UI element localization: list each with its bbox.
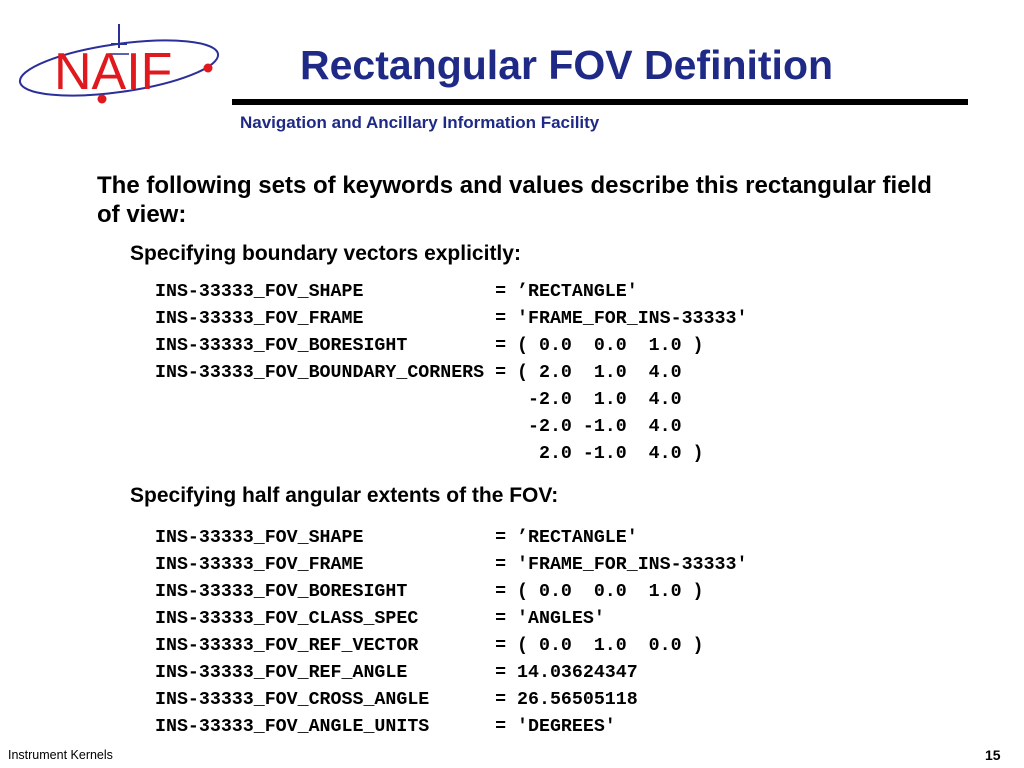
naif-logo bbox=[14, 18, 224, 113]
logo-text: NAIF bbox=[54, 43, 173, 101]
section-heading-angular-extents: Specifying half angular extents of the FOV: bbox=[130, 484, 559, 507]
section-heading-boundary-vectors: Specifying boundary vectors explicitly: bbox=[130, 242, 521, 265]
code-line: INS-33333_FOV_BORESIGHT = ( 0.0 0.0 1.0 ) bbox=[155, 582, 704, 602]
code-line: INS-33333_FOV_REF_ANGLE = 14.03624347 bbox=[155, 663, 638, 683]
code-line: -2.0 -1.0 4.0 bbox=[155, 417, 682, 437]
intro-text: The following sets of keywords and values describe this rectangular field of view: bbox=[97, 172, 932, 228]
title-divider bbox=[232, 99, 968, 105]
code-block-boundary-vectors bbox=[155, 279, 747, 468]
code-line: INS-33333_FOV_CROSS_ANGLE = 26.56505118 bbox=[155, 690, 638, 710]
code-line: INS-33333_FOV_SHAPE = ’RECTANGLE' bbox=[155, 282, 638, 302]
page-title: Rectangular FOV Definition bbox=[300, 42, 834, 88]
code-line: INS-33333_FOV_REF_VECTOR = ( 0.0 1.0 0.0 ) bbox=[155, 636, 704, 656]
code-line: INS-33333_FOV_BOUNDARY_CORNERS = ( 2.0 1.0 4.0 bbox=[155, 363, 682, 383]
code-line: 2.0 -1.0 4.0 ) bbox=[155, 444, 704, 464]
code-line: INS-33333_FOV_SHAPE = ’RECTANGLE' bbox=[155, 528, 638, 548]
code-line: -2.0 1.0 4.0 bbox=[155, 390, 682, 410]
code-line: INS-33333_FOV_FRAME = 'FRAME_FOR_INS-33333' bbox=[155, 555, 748, 575]
code-block-angular-extents bbox=[155, 525, 747, 741]
page-number: 15 bbox=[985, 747, 1001, 763]
organization-subtitle: Navigation and Ancillary Information Facility bbox=[240, 113, 600, 132]
code-line: INS-33333_FOV_CLASS_SPEC = 'ANGLES' bbox=[155, 609, 605, 629]
code-line: INS-33333_FOV_ANGLE_UNITS = 'DEGREES' bbox=[155, 717, 616, 737]
code-line: INS-33333_FOV_BORESIGHT = ( 0.0 0.0 1.0 ) bbox=[155, 336, 704, 356]
code-line: INS-33333_FOV_FRAME = 'FRAME_FOR_INS-33333' bbox=[155, 309, 748, 329]
footer-section-label: Instrument Kernels bbox=[8, 748, 113, 762]
